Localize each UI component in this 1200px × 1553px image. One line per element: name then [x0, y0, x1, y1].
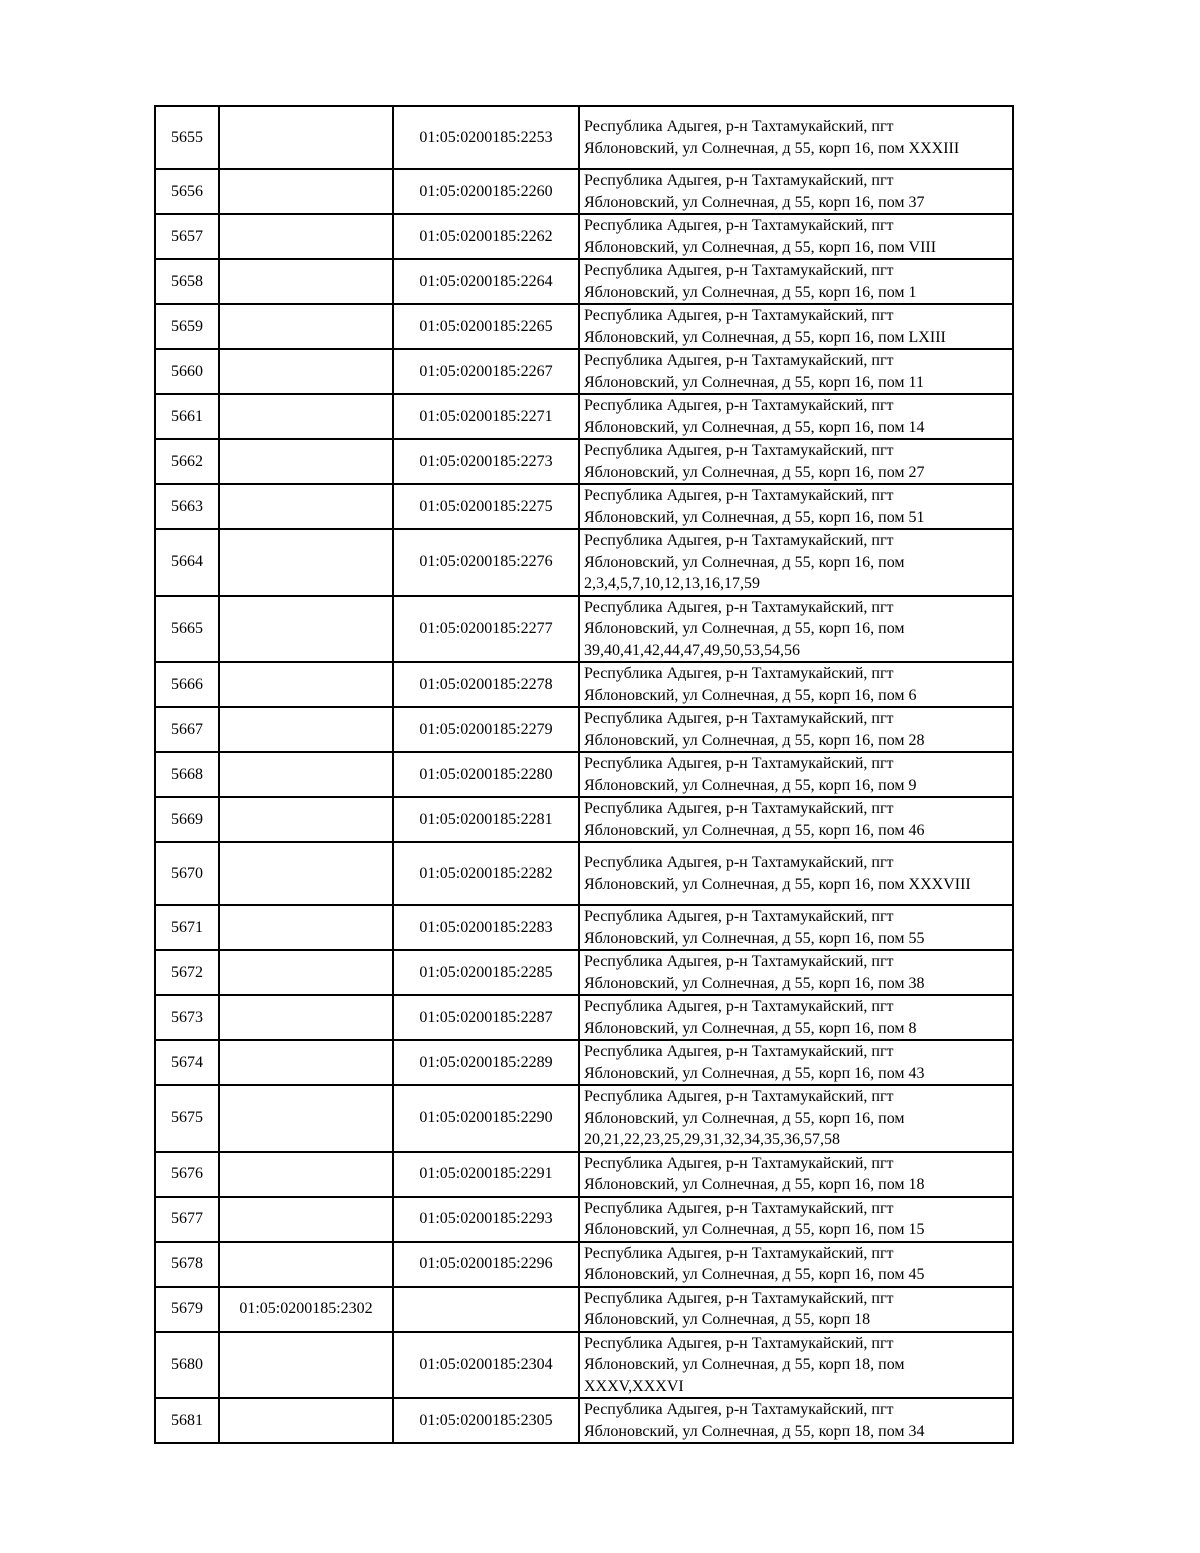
parcel-number — [219, 995, 393, 1040]
address-cell — [579, 106, 1013, 169]
address-cell — [579, 259, 1013, 304]
parcel-number — [219, 1152, 393, 1197]
address-line: Яблоновский, ул Солнечная, д 55, корп 16, пом 37 — [584, 193, 925, 211]
parcel-number — [219, 1197, 393, 1242]
address-cell — [579, 1398, 1013, 1443]
row-number: 5673 — [155, 995, 219, 1040]
row-number: 5655 — [155, 106, 219, 169]
address-line: Яблоновский, ул Солнечная, д 55, корп 18, пом — [584, 1356, 905, 1373]
address-line: Республика Адыгея, р-н Тахтамукайский, пгт — [584, 998, 894, 1015]
address-cell — [579, 439, 1013, 484]
parcel-number — [219, 752, 393, 797]
row-number: 5660 — [155, 349, 219, 394]
address-line: Республика Адыгея, р-н Тахтамукайский, пгт — [584, 1401, 894, 1418]
parcel-number — [219, 596, 393, 663]
cadastral-number: 01:05:0200185:2283 — [393, 905, 579, 950]
table-row — [155, 529, 1013, 596]
cadastral-number: 01:05:0200185:2275 — [393, 484, 579, 529]
table-row — [155, 259, 1013, 304]
address-line: Республика Адыгея, р-н Тахтамукайский, пгт — [584, 217, 894, 234]
table-row — [155, 1197, 1013, 1242]
address-line: Республика Адыгея, р-н Тахтамукайский, пгт — [584, 1334, 894, 1352]
cadastral-number: 01:05:0200185:2273 — [393, 439, 579, 484]
address-line: Яблоновский, ул Солнечная, д 55, корп 16, пом XXXVIII — [584, 875, 971, 893]
address-cell — [579, 905, 1013, 950]
parcel-number — [219, 169, 393, 214]
cadastral-number: 01:05:0200185:2287 — [393, 995, 579, 1040]
address-line: Республика Адыгея, р-н Тахтамукайский, пгт — [584, 800, 894, 817]
address-line: Республика Адыгея, р-н Тахтамукайский, пгт — [584, 352, 894, 369]
address-line: Яблоновский, ул Солнечная, д 55, корп 16, пом 27 — [584, 463, 925, 481]
parcel-number — [219, 214, 393, 259]
cadastral-number: 01:05:0200185:2304 — [393, 1332, 579, 1399]
address-line: Яблоновский, ул Солнечная, д 55, корп 16, пом — [584, 553, 905, 571]
parcel-number — [219, 394, 393, 439]
row-number: 5672 — [155, 950, 219, 995]
table-row — [155, 439, 1013, 484]
table-row — [155, 1242, 1013, 1287]
parcel-number — [219, 797, 393, 842]
parcel-number — [219, 1332, 393, 1399]
parcel-number — [219, 439, 393, 484]
address-line: Яблоновский, ул Солнечная, д 55, корп 16, пом 46 — [584, 821, 925, 839]
address-line: Республика Адыгея, р-н Тахтамукайский, пгт — [584, 710, 894, 727]
table-row — [155, 214, 1013, 259]
parcel-number — [219, 950, 393, 995]
table-row — [155, 596, 1013, 663]
address-cell — [579, 394, 1013, 439]
address-line: Республика Адыгея, р-н Тахтамукайский, пгт — [584, 908, 894, 925]
address-cell — [579, 1287, 1013, 1332]
parcel-number — [219, 662, 393, 707]
parcel-number — [219, 106, 393, 169]
cadastral-number: 01:05:0200185:2262 — [393, 214, 579, 259]
parcel-number — [219, 842, 393, 905]
address-cell — [579, 529, 1013, 596]
address-line: Республика Адыгея, р-н Тахтамукайский, пгт — [584, 1199, 894, 1217]
cadastral-number: 01:05:0200185:2271 — [393, 394, 579, 439]
address-line: Республика Адыгея, р-н Тахтамукайский, пгт — [584, 854, 894, 871]
address-line: Республика Адыгея, р-н Тахтамукайский, пгт — [584, 1088, 894, 1105]
address-line: Республика Адыгея, р-н Тахтамукайский, пгт — [584, 442, 894, 459]
address-line: Яблоновский, ул Солнечная, д 55, корп 16, пом 55 — [584, 929, 925, 947]
row-number: 5671 — [155, 905, 219, 950]
cadastral-number: 01:05:0200185:2282 — [393, 842, 579, 905]
parcel-number — [219, 905, 393, 950]
row-number: 5677 — [155, 1197, 219, 1242]
table-row — [155, 349, 1013, 394]
address-line: Яблоновский, ул Солнечная, д 55, корп 18 — [584, 1311, 871, 1328]
cadastral-number: 01:05:0200185:2285 — [393, 950, 579, 995]
property-table — [154, 105, 1014, 1444]
address-cell — [579, 304, 1013, 349]
table-row — [155, 106, 1013, 169]
parcel-number — [219, 349, 393, 394]
cadastral-number: 01:05:0200185:2264 — [393, 259, 579, 304]
address-line: Яблоновский, ул Солнечная, д 55, корп 16, пом 38 — [584, 974, 925, 992]
cadastral-number: 01:05:0200185:2279 — [393, 707, 579, 752]
address-cell — [579, 797, 1013, 842]
parcel-number — [219, 1040, 393, 1085]
row-number: 5663 — [155, 484, 219, 529]
address-line: Яблоновский, ул Солнечная, д 55, корп 16, пом 51 — [584, 508, 925, 526]
row-number: 5662 — [155, 439, 219, 484]
row-number: 5656 — [155, 169, 219, 214]
address-cell — [579, 950, 1013, 995]
cadastral-number: 01:05:0200185:2305 — [393, 1398, 579, 1443]
table-row — [155, 842, 1013, 905]
table-row — [155, 905, 1013, 950]
row-number: 5666 — [155, 662, 219, 707]
table-row — [155, 1040, 1013, 1085]
cadastral-number: 01:05:0200185:2293 — [393, 1197, 579, 1242]
address-cell — [579, 1085, 1013, 1152]
parcel-number — [219, 529, 393, 596]
row-number: 5668 — [155, 752, 219, 797]
cadastral-number: 01:05:0200185:2253 — [393, 106, 579, 169]
address-line: Яблоновский, ул Солнечная, д 55, корп 16, пом LXIII — [584, 328, 946, 346]
address-line: Республика Адыгея, р-н Тахтамукайский, пгт — [584, 665, 894, 682]
address-line: Республика Адыгея, р-н Тахтамукайский, пгт — [584, 532, 894, 549]
address-line: Республика Адыгея, р-н Тахтамукайский, пгт — [584, 1244, 894, 1262]
address-line: Яблоновский, ул Солнечная, д 55, корп 16, пом 14 — [584, 418, 925, 436]
address-cell — [579, 349, 1013, 394]
table-row — [155, 797, 1013, 842]
parcel-number — [219, 1085, 393, 1152]
address-cell — [579, 169, 1013, 214]
address-cell — [579, 707, 1013, 752]
address-cell — [579, 596, 1013, 663]
table-row — [155, 1085, 1013, 1152]
cadastral-number: 01:05:0200185:2277 — [393, 596, 579, 663]
table-row — [155, 394, 1013, 439]
row-number: 5670 — [155, 842, 219, 905]
row-number: 5678 — [155, 1242, 219, 1287]
table-row — [155, 169, 1013, 214]
address-cell — [579, 214, 1013, 259]
table-row — [155, 950, 1013, 995]
cadastral-number: 01:05:0200185:2260 — [393, 169, 579, 214]
table-row — [155, 1287, 1013, 1332]
parcel-number — [219, 707, 393, 752]
address-cell — [579, 662, 1013, 707]
parcel-number — [219, 259, 393, 304]
address-line: Яблоновский, ул Солнечная, д 55, корп 16, пом 8 — [584, 1019, 917, 1037]
parcel-number — [219, 1398, 393, 1443]
table-row — [155, 995, 1013, 1040]
cadastral-number: 01:05:0200185:2278 — [393, 662, 579, 707]
cadastral-number: 01:05:0200185:2276 — [393, 529, 579, 596]
address-line: Яблоновский, ул Солнечная, д 55, корп 16, пом 45 — [584, 1266, 925, 1283]
address-line: Республика Адыгея, р-н Тахтамукайский, пгт — [584, 118, 894, 135]
address-line: Яблоновский, ул Солнечная, д 55, корп 16, пом 11 — [584, 373, 924, 391]
row-number: 5675 — [155, 1085, 219, 1152]
row-number: 5674 — [155, 1040, 219, 1085]
table-row — [155, 484, 1013, 529]
cadastral-number: 01:05:0200185:2289 — [393, 1040, 579, 1085]
row-number: 5679 — [155, 1287, 219, 1332]
address-cell — [579, 1152, 1013, 1197]
address-line: 20,21,22,23,25,29,31,32,34,35,36,57,58 — [584, 1131, 840, 1148]
row-number: 5659 — [155, 304, 219, 349]
table-row — [155, 1152, 1013, 1197]
row-number: 5667 — [155, 707, 219, 752]
address-line: Республика Адыгея, р-н Тахтамукайский, пгт — [584, 755, 894, 772]
address-line: Яблоновский, ул Солнечная, д 55, корп 16, пом XXXIII — [584, 139, 960, 157]
cadastral-number: 01:05:0200185:2267 — [393, 349, 579, 394]
row-number: 5658 — [155, 259, 219, 304]
table-row — [155, 1398, 1013, 1443]
property-table-body — [155, 106, 1013, 1443]
address-line: 39,40,41,42,44,47,49,50,53,54,56 — [584, 641, 800, 659]
address-cell — [579, 1197, 1013, 1242]
cadastral-number: 01:05:0200185:2281 — [393, 797, 579, 842]
address-cell — [579, 484, 1013, 529]
row-number: 5676 — [155, 1152, 219, 1197]
address-line: Республика Адыгея, р-н Тахтамукайский, пгт — [584, 953, 894, 970]
parcel-number — [219, 1242, 393, 1287]
row-number: 5669 — [155, 797, 219, 842]
address-line: 2,3,4,5,7,10,12,13,16,17,59 — [584, 575, 760, 592]
cadastral-number: 01:05:0200185:2290 — [393, 1085, 579, 1152]
table-row — [155, 752, 1013, 797]
address-line: Яблоновский, ул Солнечная, д 55, корп 16, пом 28 — [584, 731, 925, 749]
table-row — [155, 1332, 1013, 1399]
address-cell — [579, 842, 1013, 905]
row-number: 5661 — [155, 394, 219, 439]
address-line: Республика Адыгея, р-н Тахтамукайский, пгт — [584, 598, 894, 616]
address-line: Яблоновский, ул Солнечная, д 55, корп 16, пом 9 — [584, 776, 917, 794]
parcel-number — [219, 484, 393, 529]
row-number: 5665 — [155, 596, 219, 663]
address-cell — [579, 752, 1013, 797]
address-line: Республика Адыгея, р-н Тахтамукайский, пгт — [584, 172, 894, 189]
table-row — [155, 707, 1013, 752]
address-line: Яблоновский, ул Солнечная, д 55, корп 16, пом 15 — [584, 1221, 925, 1238]
address-line: XXXV,XXXVI — [584, 1377, 684, 1395]
address-line: Яблоновский, ул Солнечная, д 55, корп 16, пом 6 — [584, 686, 917, 704]
address-line: Яблоновский, ул Солнечная, д 55, корп 18, пом 34 — [584, 1422, 925, 1440]
cadastral-number: 01:05:0200185:2280 — [393, 752, 579, 797]
address-line: Республика Адыгея, р-н Тахтамукайский, пгт — [584, 1154, 894, 1172]
address-line: Яблоновский, ул Солнечная, д 55, корп 16, пом 1 — [584, 283, 917, 301]
cadastral-number: 01:05:0200185:2265 — [393, 304, 579, 349]
cadastral-number: 01:05:0200185:2296 — [393, 1242, 579, 1287]
address-line: Яблоновский, ул Солнечная, д 55, корп 16, пом — [584, 620, 905, 637]
row-number: 5681 — [155, 1398, 219, 1443]
address-line: Яблоновский, ул Солнечная, д 55, корп 16, пом 18 — [584, 1176, 925, 1193]
address-line: Республика Адыгея, р-н Тахтамукайский, пгт — [584, 1289, 894, 1307]
address-line: Республика Адыгея, р-н Тахтамукайский, пгт — [584, 262, 894, 279]
address-cell — [579, 995, 1013, 1040]
table-row — [155, 662, 1013, 707]
parcel-number — [219, 304, 393, 349]
address-cell — [579, 1040, 1013, 1085]
parcel-number: 01:05:0200185:2302 — [219, 1287, 393, 1332]
cadastral-number — [393, 1287, 579, 1332]
address-line: Яблоновский, ул Солнечная, д 55, корп 16, пом VIII — [584, 238, 937, 256]
row-number: 5680 — [155, 1332, 219, 1399]
row-number: 5657 — [155, 214, 219, 259]
address-line: Республика Адыгея, р-н Тахтамукайский, пгт — [584, 487, 894, 504]
address-cell — [579, 1332, 1013, 1399]
address-line: Яблоновский, ул Солнечная, д 55, корп 16, пом 43 — [584, 1064, 925, 1082]
address-line: Республика Адыгея, р-н Тахтамукайский, пгт — [584, 397, 894, 414]
row-number: 5664 — [155, 529, 219, 596]
address-line: Республика Адыгея, р-н Тахтамукайский, пгт — [584, 1043, 894, 1060]
address-cell — [579, 1242, 1013, 1287]
address-line: Республика Адыгея, р-н Тахтамукайский, пгт — [584, 307, 894, 324]
table-row — [155, 304, 1013, 349]
cadastral-number: 01:05:0200185:2291 — [393, 1152, 579, 1197]
address-line: Яблоновский, ул Солнечная, д 55, корп 16, пом — [584, 1109, 905, 1127]
